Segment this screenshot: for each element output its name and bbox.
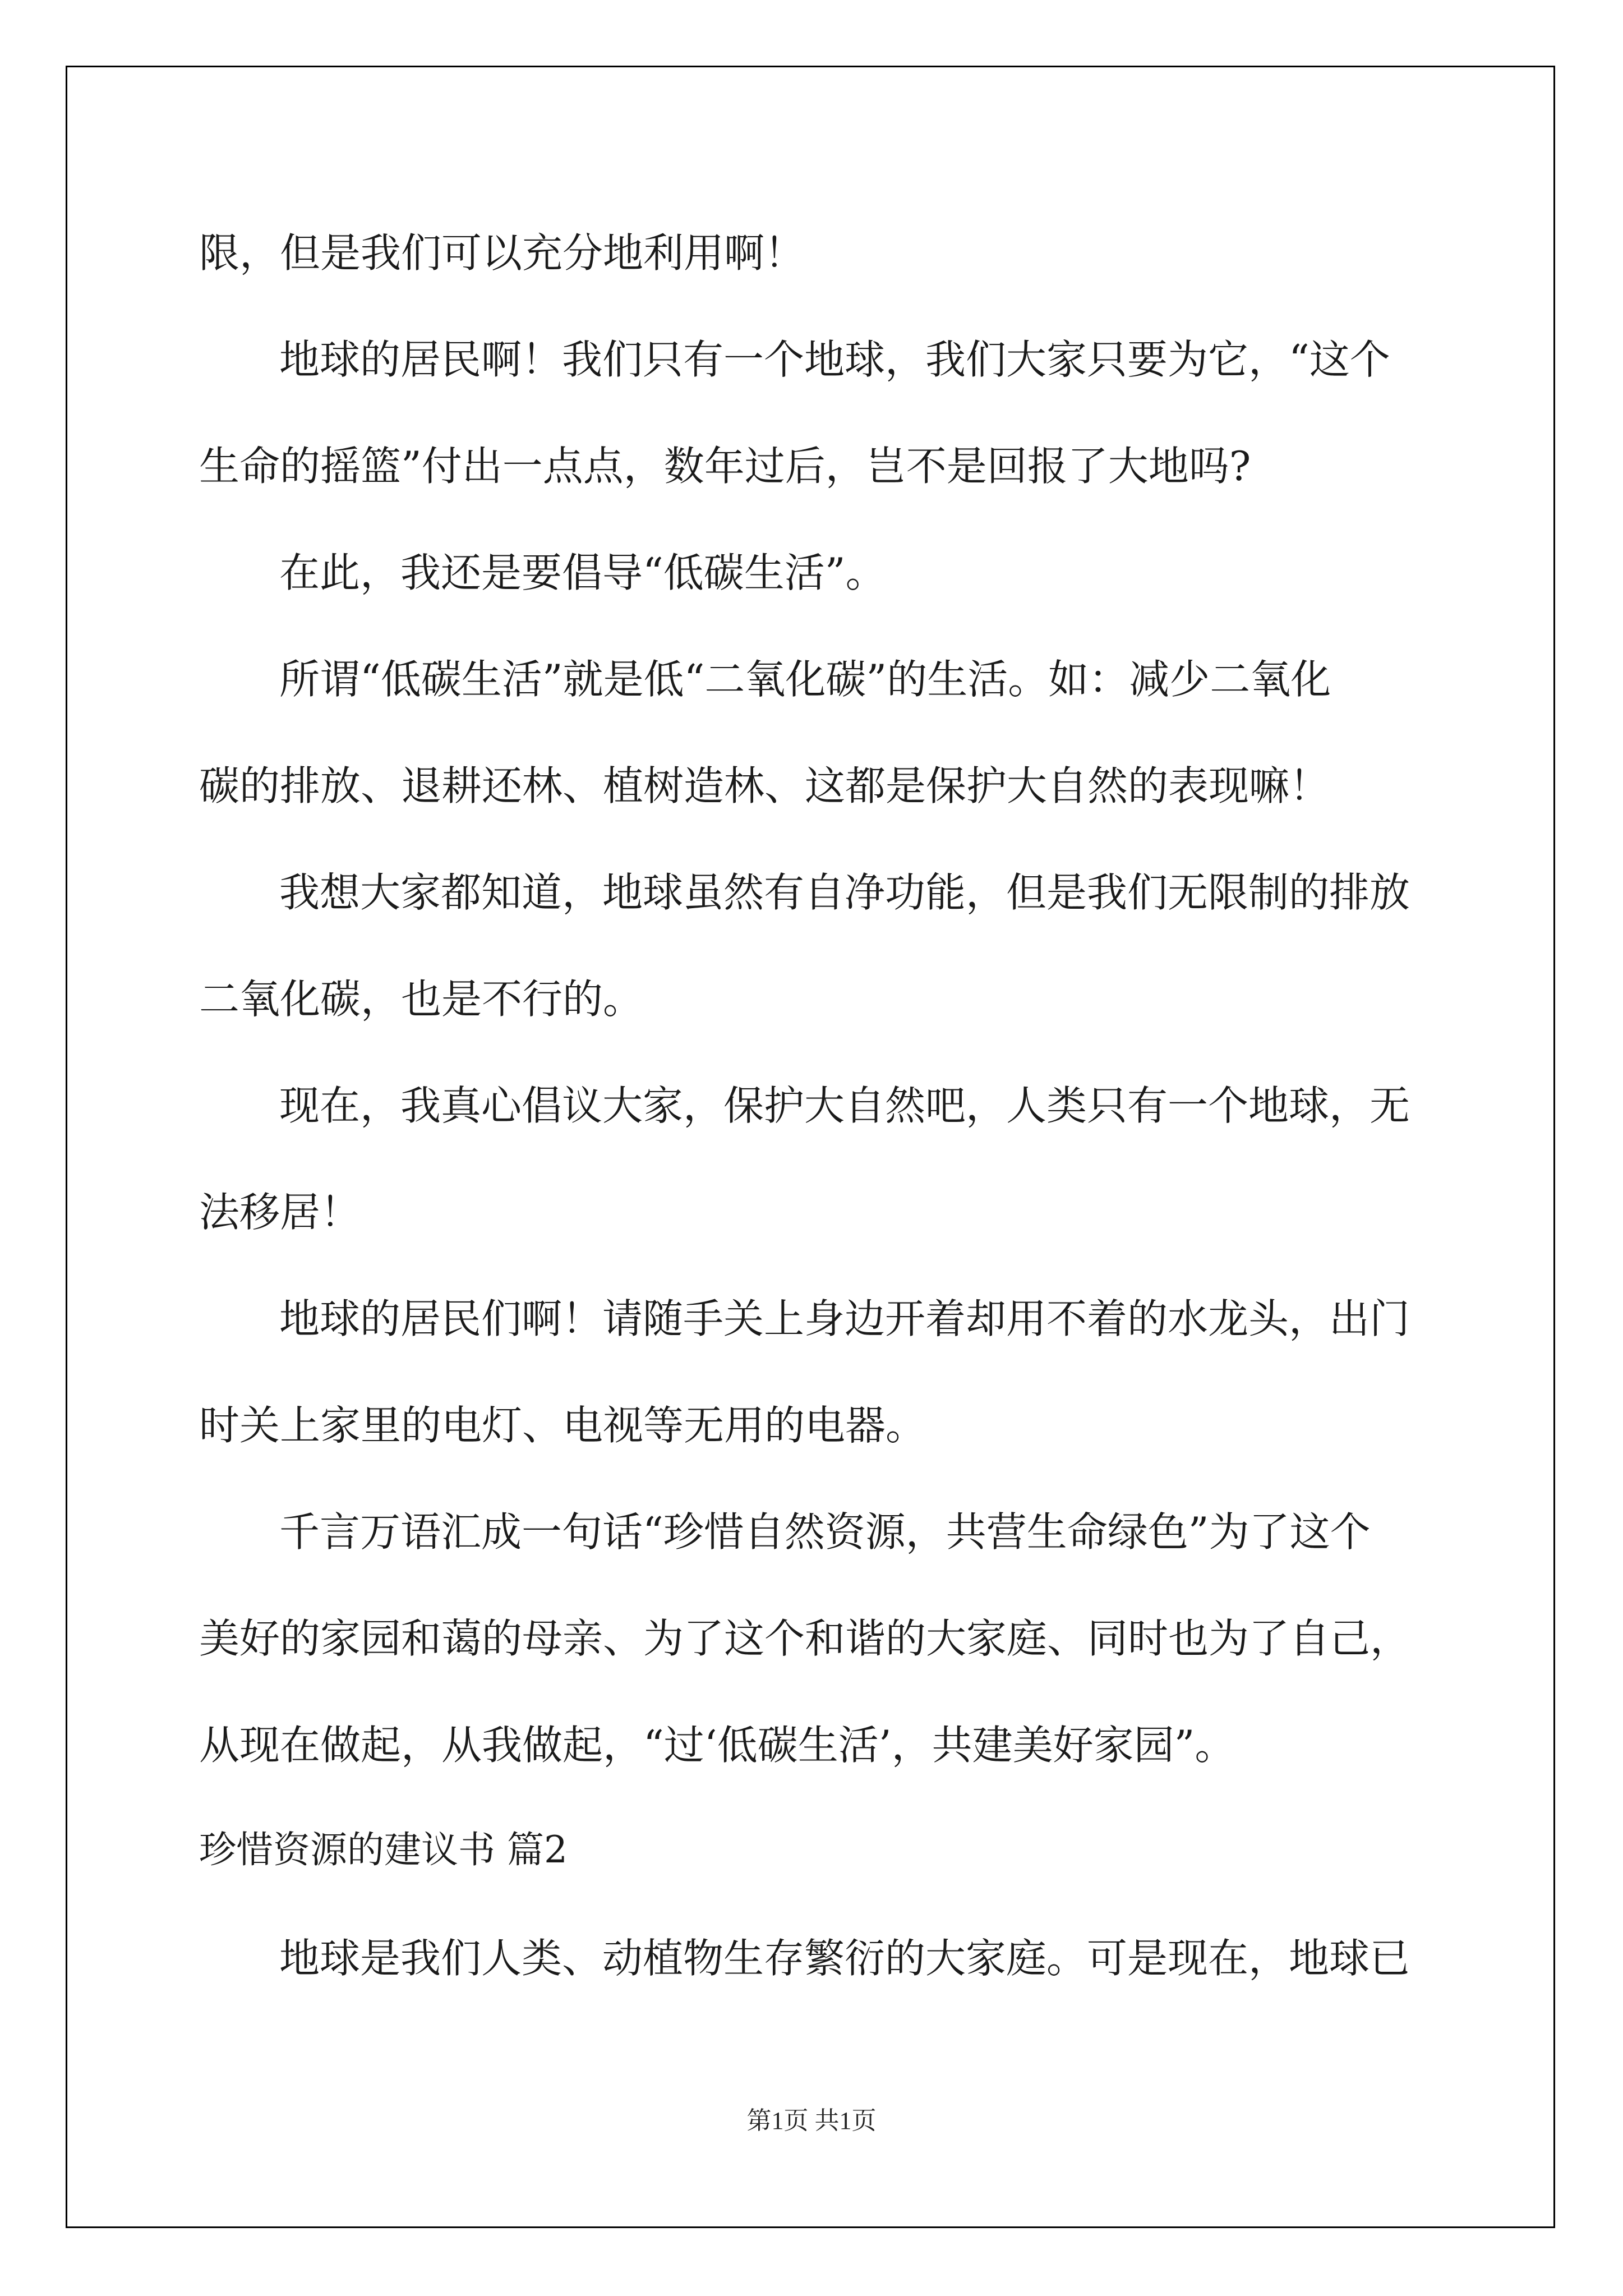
text-line: 生命的摇篮”付出一点点，数年过后，岂不是回报了大地吗? <box>199 443 1251 490</box>
page-footer: 第1页 共1页 <box>746 2107 877 2134</box>
text-line: 限，但是我们可以充分地利用啊！ <box>199 229 805 277</box>
text-line: 现在，我真心倡议大家，保护大自然吧，人类只有一个地球，无 <box>279 1082 1410 1129</box>
text-line: 地球的居民们啊！请随手关上身边开着却用不着的水龙头，出门 <box>279 1295 1410 1342</box>
text-line: 法移居！ <box>199 1189 361 1236</box>
text-line: 地球是我们人类、动植物生存繁衍的大家庭。可是现在，地球已 <box>279 1935 1410 1982</box>
text-line: 地球的居民啊！我们只有一个地球，我们大家只要为它，“这个 <box>279 336 1390 383</box>
text-line: 所谓“低碳生活”就是低“二氧化碳”的生活。如：减少二氧化 <box>279 656 1331 703</box>
text-line: 美好的家园和蔼的母亲、为了这个和谐的大家庭、同时也为了自己， <box>199 1615 1411 1662</box>
page-border <box>66 66 1555 2228</box>
text-line: 二氧化碳，也是不行的。 <box>199 976 644 1023</box>
text-line: 千言万语汇成一句话“珍惜自然资源，共营生命绿色”为了这个 <box>279 1508 1371 1556</box>
text-line: 在此，我还是要倡导“低碳生活”。 <box>279 549 886 596</box>
section-heading: 珍惜资源的建议书 篇2 <box>199 1828 568 1871</box>
text-line: 我想大家都知道，地球虽然有自净功能，但是我们无限制的排放 <box>279 869 1410 916</box>
text-line: 从现在做起，从我做起，“过‘低碳生活’，共建美好家园”。 <box>199 1722 1235 1769</box>
text-line: 时关上家里的电灯、电视等无用的电器。 <box>199 1402 926 1449</box>
text-line: 碳的排放、退耕还林、植树造林、这都是保护大自然的表现嘛！ <box>199 762 1330 809</box>
